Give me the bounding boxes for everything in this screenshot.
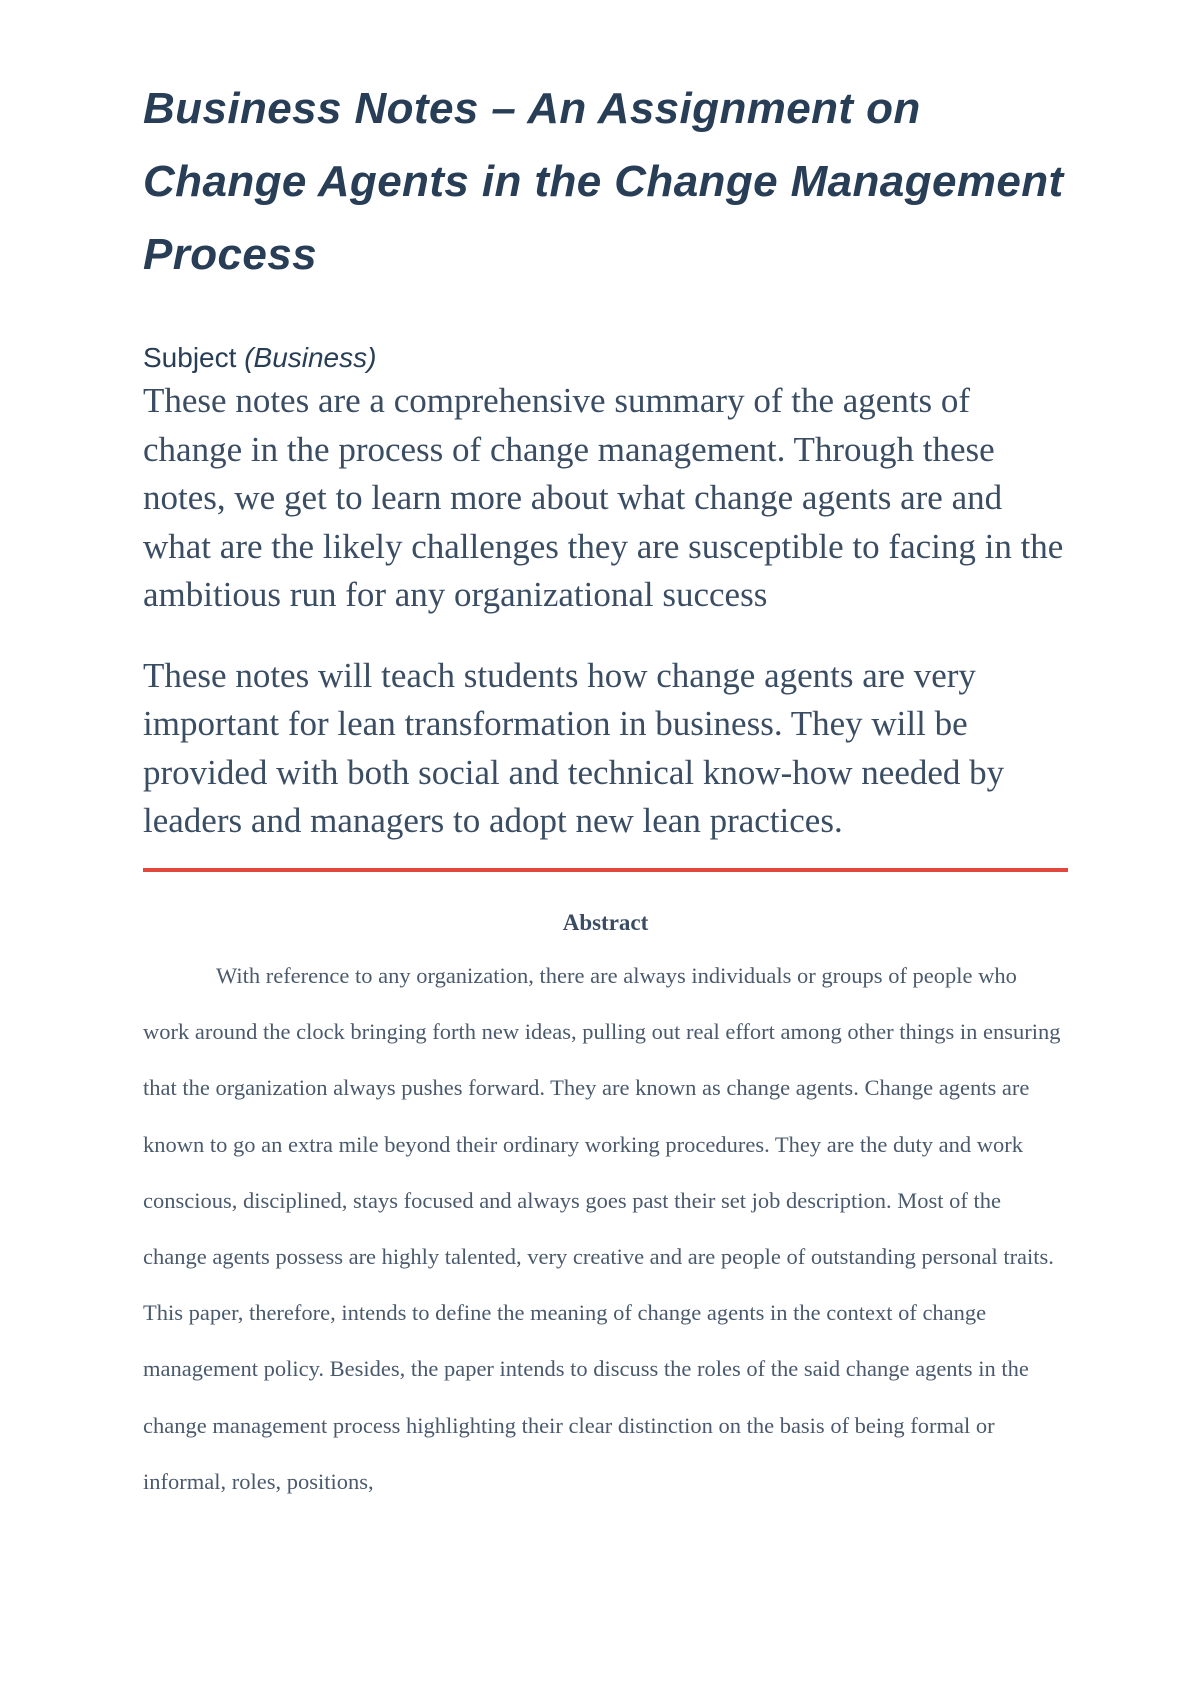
subject-value: (Business): [244, 342, 377, 373]
abstract-section: [143, 908, 1068, 1533]
abstract-heading: Abstract: [562, 910, 649, 935]
abstract-body: With reference to any organization, there are always individuals or groups of people who work around the clock bringing forth new ideas, pulling out real effort among other things in ensuring that the organization always pushes forward. They are known as change agents. Change agents are known to go an extra mile beyond their ordinary working procedures. They are the duty and work conscious, disciplined, stays focused and always goes past their set job description. Most of the change agents possess are highly talented, very creative and are people of outstanding personal traits. This paper, therefore, intends to define the meaning of change agents in the context of change management policy. Besides, the paper intends to discuss the roles of the said change agents in the change management process highlighting their clear distinction on the basis of being formal or informal, roles, positions,: [143, 963, 1061, 1494]
document-title: Business Notes – An Assignment on Change Agents in the Change Management Process: [143, 84, 1064, 279]
intro-paragraph: These notes will teach students how change agents are very important for lean transformation in business. They will be provided with both social and technical know-how needed by leaders and managers to adopt new lean practices.: [143, 655, 1005, 840]
section-divider: [143, 868, 1068, 872]
subject-line: [143, 341, 1068, 375]
document-header: [143, 72, 1068, 846]
subject-label: Subject: [143, 342, 237, 373]
intro-paragraph: These notes are a comprehensive summary of the agents of change in the process of change management. Through these notes, we get to learn more about what change agents are and what are the likely challenges they are susceptible to facing in the ambitious run for any organizational success: [143, 381, 1064, 614]
